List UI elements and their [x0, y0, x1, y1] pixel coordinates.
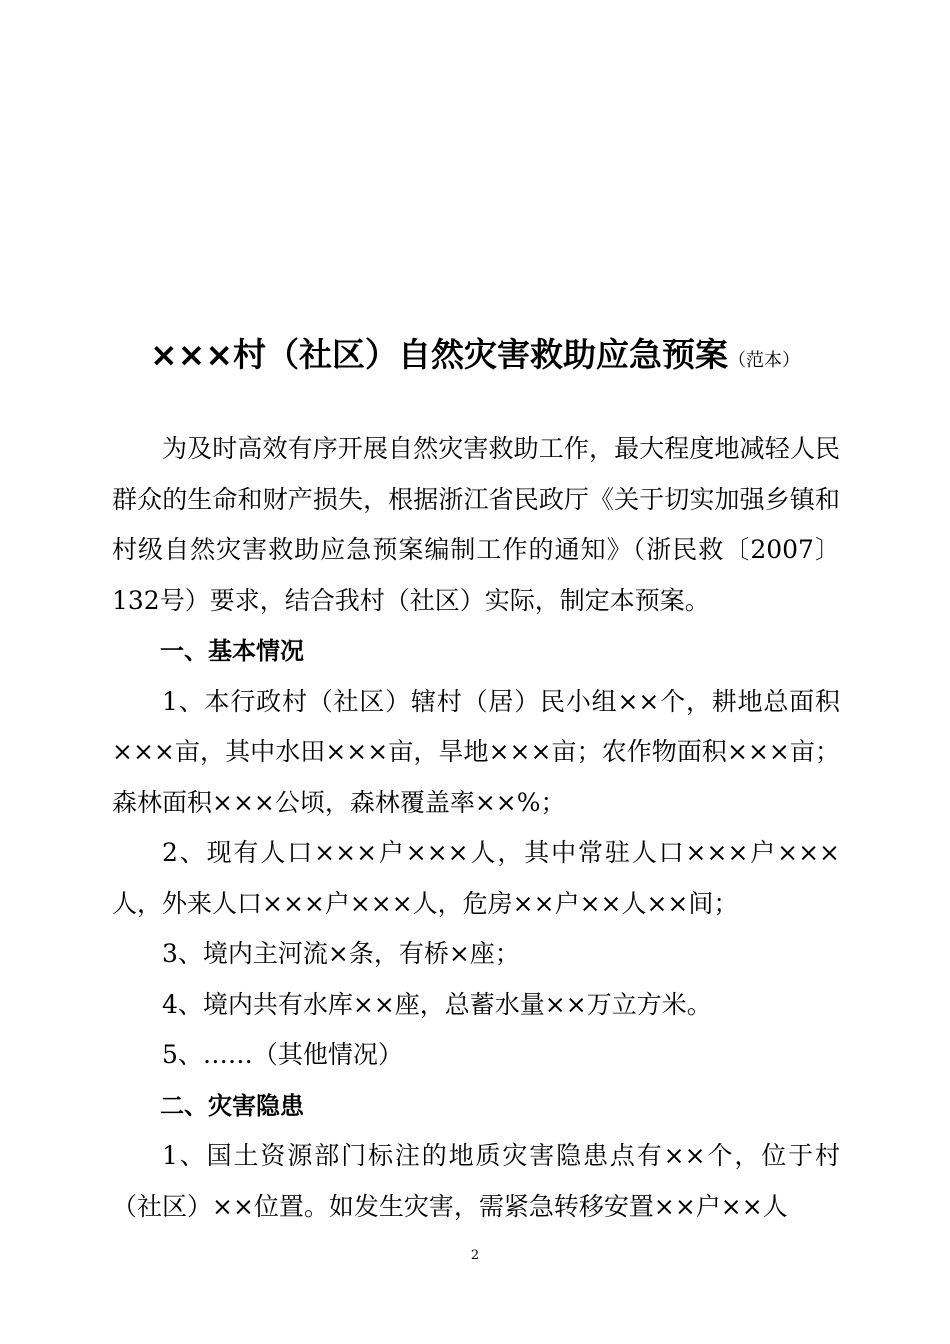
page-number: 2: [470, 1248, 480, 1263]
title-note: （范本）: [727, 350, 800, 371]
document-title: [0, 330, 950, 386]
section-heading-hazards: 二、灾害隐患: [160, 1091, 304, 1120]
list-item: 5、……（其他情况）: [162, 1040, 403, 1069]
list-item: 1、本行政村（社区）辖村（居）民小组××个，耕地总面积×××亩，其中水田×××亩，旱地×××亩；农作物面积×××亩；森林面积×××公顷，森林覆盖率××%；: [112, 686, 840, 817]
title-text: ×××村（社区）自然灾害救助应急预案: [150, 335, 728, 374]
section-heading-basic-info: 一、基本情况: [160, 637, 304, 665]
intro-paragraph: 为及时高效有序开展自然灾害救助工作，最大程度地减轻人民群众的生命和财产损失，根据浙江省民政厅《关于切实加强乡镇和村级自然灾害救助应急预案编制工作的通知》（浙民救〔2007〕132号）要求，结合我村（社区）实际，制定本预案。: [112, 434, 840, 615]
list-item: 3、境内主河流×条，有桥×座；: [162, 939, 520, 968]
list-item: 4、境内共有水库××座，总蓄水量××万立方米。: [162, 989, 712, 1019]
list-item: 1、国土资源部门标注的地质灾害隐患点有××个，位于村（社区）××位置。如发生灾害，需紧急转移安置××户××人: [112, 1141, 840, 1221]
list-item: 2、现有人口×××户×××人，其中常驻人口×××户×××人，外来人口×××户×××人，危房××户××人××间；: [112, 838, 840, 918]
document-body: [112, 424, 840, 1232]
